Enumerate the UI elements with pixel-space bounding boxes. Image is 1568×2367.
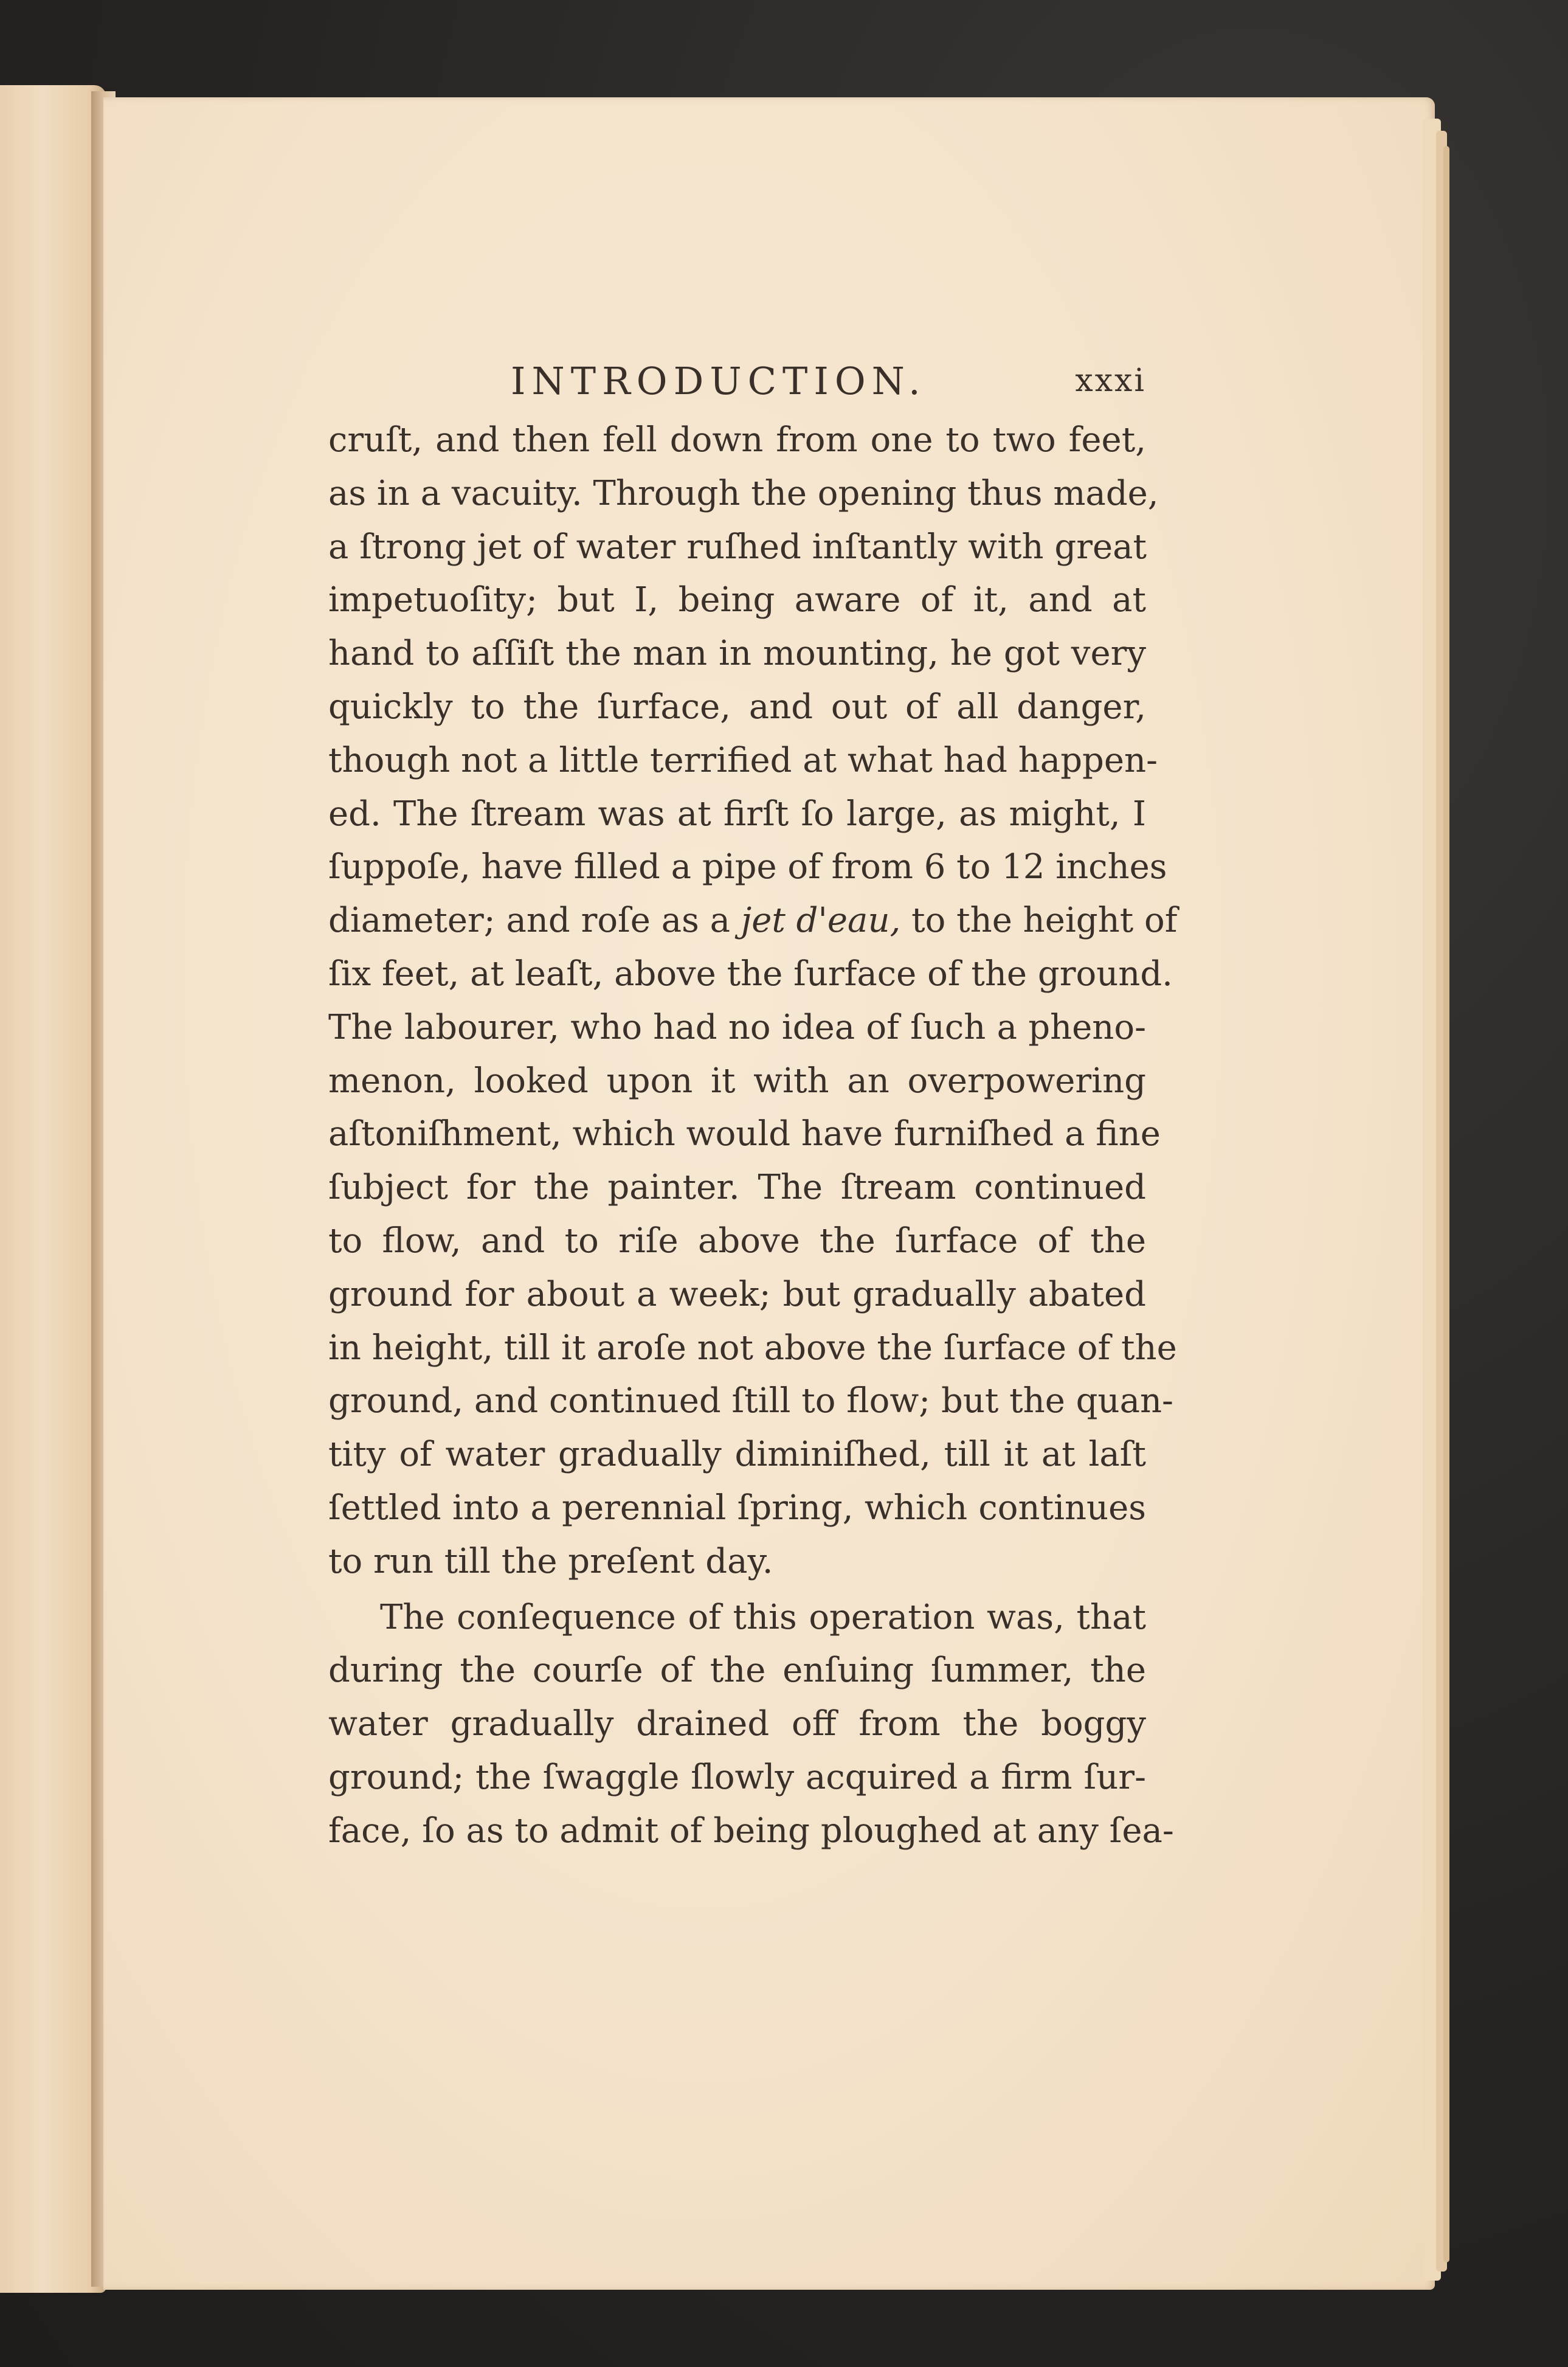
- italic-phrase: jet d'eau,: [741, 901, 901, 941]
- text-line: ground; the ſwaggle ſlowly acquired a firm ſur-: [328, 1757, 1146, 1797]
- text-fragment: diameter; and roſe as a: [328, 901, 731, 941]
- text-line: as in a vacuity. Through the opening thus made,: [328, 473, 1159, 513]
- facing-page-edge: [0, 85, 106, 2293]
- text-line: ground for about a week; but gradually abated: [328, 1274, 1146, 1314]
- paragraph-1: [328, 414, 1178, 1589]
- text-line: to run till the preſent day.: [328, 1541, 773, 1581]
- text-line: ſettled into a perennial ſpring, which continues: [328, 1488, 1146, 1528]
- text-line: The labourer, who had no idea of ſuch a pheno-: [328, 1007, 1146, 1047]
- text-block: [328, 359, 1178, 1858]
- text-line: menon, looked upon it with an overpowering: [328, 1061, 1146, 1101]
- running-head: [328, 359, 1146, 414]
- text-line: water gradually drained off from the boggy: [328, 1704, 1146, 1744]
- text-fragment: to the height of: [911, 901, 1178, 941]
- text-line: ſix feet, at leaſt, above the ſurface of the ground.: [328, 954, 1173, 994]
- text-line: face, ſo as to admit of being ploughed at any ſea-: [328, 1811, 1174, 1851]
- text-line: to flow, and to riſe above the ſurface of the: [328, 1221, 1146, 1261]
- text-line: aſtoniſhment, which would have furniſhed a fine: [328, 1114, 1161, 1154]
- text-line: ground, and continued ſtill to flow; but the quan-: [328, 1381, 1173, 1421]
- text-line: hand to aſſiſt the man in mounting, he got very: [328, 634, 1146, 674]
- page-edge: [1443, 146, 1449, 2262]
- text-line: tity of water gradually diminiſhed, till it at laſt: [328, 1435, 1146, 1475]
- text-line: cruſt, and then fell down from one to two feet,: [328, 420, 1146, 460]
- paragraph-2: [328, 1591, 1174, 1858]
- running-title: INTRODUCTION.: [511, 359, 927, 403]
- text-line: though not a little terrified at what had happen-: [328, 740, 1158, 780]
- text-line: quickly to the ſurface, and out of all danger,: [328, 687, 1146, 727]
- text-line: ſubject for the painter. The ſtream continued: [328, 1168, 1146, 1208]
- text-line: in height, till it aroſe not above the ſurface of the: [328, 1328, 1177, 1368]
- text-line: during the courſe of the enſuing ſummer, the: [328, 1651, 1146, 1691]
- text-line: impetuoſity; but I, being aware of it, and at: [328, 580, 1146, 620]
- text-line-with-italic: [328, 894, 1178, 948]
- text-line: The conſequence of this operation was, that: [380, 1597, 1146, 1637]
- text-line: ſuppoſe, have filled a pipe of from 6 to 12 inches: [328, 847, 1167, 887]
- page-number: xxxi: [1075, 362, 1146, 399]
- text-line: a ſtrong jet of water ruſhed inſtantly with great: [328, 527, 1147, 567]
- text-line: ed. The ſtream was at firſt ſo large, as might, I: [328, 794, 1146, 834]
